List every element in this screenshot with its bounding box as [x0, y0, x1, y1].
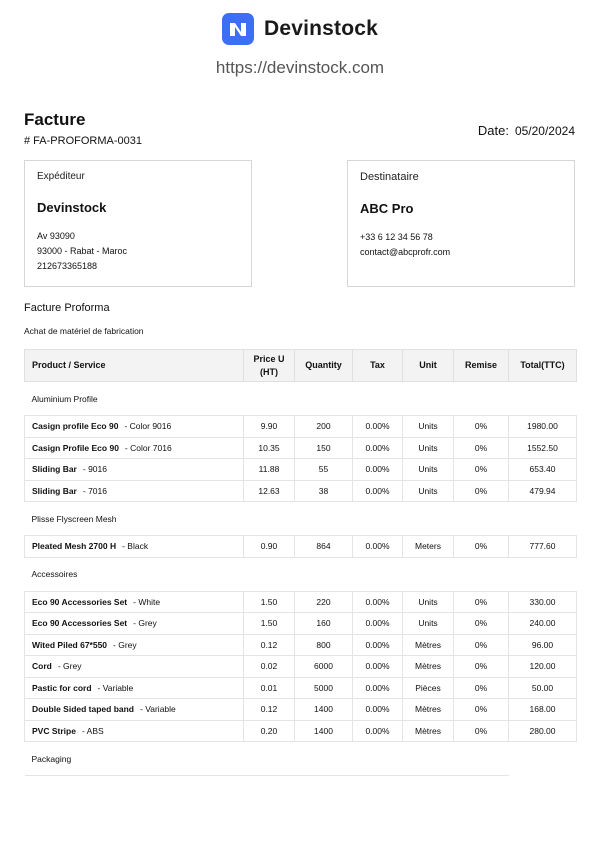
tax-cell: 0.00%	[353, 613, 403, 635]
product-variant: - Color 9016	[124, 421, 172, 432]
group-row	[25, 382, 577, 416]
table-row	[25, 677, 577, 699]
total-cell: 50.00	[509, 677, 577, 699]
recipient-box	[347, 160, 575, 287]
unit-cell: Mètres	[403, 720, 454, 742]
table-row	[25, 416, 577, 438]
total-cell: 653.40	[509, 459, 577, 481]
invoice-subtitle: Facture Proforma	[24, 302, 110, 314]
table-row	[25, 480, 577, 502]
product-cell	[25, 699, 244, 721]
tax-cell: 0.00%	[353, 459, 403, 481]
tax-cell: 0.00%	[353, 437, 403, 459]
total-cell: 1552.50	[509, 437, 577, 459]
price-cell: 9.90	[244, 416, 295, 438]
unit-cell: Units	[403, 459, 454, 481]
date-value: 05/20/2024	[514, 124, 575, 138]
product-variant: - Grey	[57, 661, 82, 672]
sender-caption: Expéditeur	[37, 171, 85, 182]
header-quantity: Quantity	[295, 350, 353, 382]
header-product: Product / Service	[25, 350, 244, 382]
product-variant: - ABS	[81, 725, 104, 736]
date-label: Date:	[477, 123, 509, 138]
remise-cell: 0%	[454, 699, 509, 721]
product-name: Wited Piled 67*550	[32, 639, 108, 650]
quantity-cell: 6000	[295, 656, 353, 678]
product-name: PVC Stripe	[32, 725, 76, 736]
group-row	[25, 742, 577, 776]
product-cell	[25, 591, 244, 613]
price-cell: 10.35	[244, 437, 295, 459]
brand-name: Devinstock	[263, 17, 379, 40]
price-cell: 1.50	[244, 591, 295, 613]
product-cell	[25, 634, 244, 656]
invoice-number: # FA-PROFORMA-0031	[24, 135, 142, 147]
tax-cell: 0.00%	[353, 634, 403, 656]
unit-cell: Mètres	[403, 656, 454, 678]
tax-cell: 0.00%	[353, 416, 403, 438]
product-cell	[25, 677, 244, 699]
table-row	[25, 437, 577, 459]
header-price: Price U (HT)	[244, 350, 295, 382]
total-cell: 1980.00	[509, 416, 577, 438]
price-cell: 0.12	[244, 634, 295, 656]
unit-cell: Units	[403, 591, 454, 613]
header-total: Total(TTC)	[509, 350, 577, 382]
website-url[interactable]: https://devinstock.com	[215, 58, 385, 77]
header-unit: Unit	[403, 350, 454, 382]
invoice-date	[478, 123, 575, 138]
quantity-cell: 150	[295, 437, 353, 459]
remise-cell: 0%	[454, 416, 509, 438]
total-cell: 96.00	[509, 634, 577, 656]
total-cell: 120.00	[509, 656, 577, 678]
unit-cell: Pièces	[403, 677, 454, 699]
recipient-caption: Destinataire	[360, 171, 419, 183]
sender-address: Av 93090	[37, 231, 75, 241]
product-name: Eco 90 Accessories Set	[32, 618, 128, 629]
total-cell: 330.00	[509, 591, 577, 613]
total-cell: 280.00	[509, 720, 577, 742]
sender-name: Devinstock	[37, 200, 107, 215]
unit-cell: Units	[403, 480, 454, 502]
product-cell	[25, 480, 244, 502]
total-cell: 777.60	[509, 536, 577, 558]
tax-cell: 0.00%	[353, 677, 403, 699]
tax-cell: 0.00%	[353, 656, 403, 678]
table-row	[25, 536, 577, 558]
header-logo	[0, 13, 600, 50]
quantity-cell: 5000	[295, 677, 353, 699]
items-table	[24, 349, 577, 776]
table-row	[25, 634, 577, 656]
product-name: Sliding Bar	[32, 485, 77, 496]
product-name: Casign Profile Eco 90	[32, 442, 119, 453]
group-name: Aluminium Profile	[31, 393, 98, 404]
table-row	[25, 591, 577, 613]
unit-cell: Mètres	[403, 634, 454, 656]
quantity-cell: 38	[295, 480, 353, 502]
price-cell: 0.20	[244, 720, 295, 742]
product-cell	[25, 656, 244, 678]
product-name: Pleated Mesh 2700 H	[32, 541, 117, 552]
group-row	[25, 502, 577, 536]
remise-cell: 0%	[454, 613, 509, 635]
remise-cell: 0%	[454, 480, 509, 502]
product-name: Eco 90 Accessories Set	[32, 596, 128, 607]
product-name: Pastic for cord	[32, 682, 92, 693]
invoice-description: Achat de matériel de fabrication	[24, 326, 144, 336]
product-variant: - White	[133, 596, 161, 607]
product-variant: - Color 7016	[124, 442, 172, 453]
quantity-cell: 864	[295, 536, 353, 558]
quantity-cell: 55	[295, 459, 353, 481]
price-cell: 0.90	[244, 536, 295, 558]
unit-cell: Meters	[403, 536, 454, 558]
product-name: Sliding Bar	[32, 464, 77, 475]
product-name: Double Sided taped band	[32, 704, 135, 715]
price-cell: 0.12	[244, 699, 295, 721]
unit-cell: Units	[403, 416, 454, 438]
tax-cell: 0.00%	[353, 591, 403, 613]
table-row	[25, 459, 577, 481]
product-cell	[25, 536, 244, 558]
invoice-title: Facture	[24, 110, 86, 129]
devinstock-logo-icon	[222, 13, 254, 45]
product-name: Cord	[32, 661, 52, 672]
group-name: Packaging	[25, 742, 509, 776]
tax-cell: 0.00%	[353, 480, 403, 502]
sender-city: 93000 - Rabat - Maroc	[37, 246, 128, 256]
quantity-cell: 200	[295, 416, 353, 438]
recipient-email[interactable]: contact@abcprofr.com	[360, 247, 451, 257]
group-name: Accessoires	[31, 569, 78, 579]
tax-cell: 0.00%	[353, 720, 403, 742]
table-header-row	[25, 350, 577, 382]
sender-box	[24, 160, 252, 287]
group-name: Plisse Flyscreen Mesh	[31, 513, 117, 524]
total-cell: 168.00	[509, 699, 577, 721]
table-row	[25, 613, 577, 635]
product-cell	[25, 416, 244, 438]
price-cell: 0.02	[244, 656, 295, 678]
product-cell	[25, 613, 244, 635]
sender-phone: 212673365188	[37, 261, 98, 271]
table-row	[25, 720, 577, 742]
header-remise: Remise	[454, 350, 509, 382]
product-cell	[25, 459, 244, 481]
remise-cell: 0%	[454, 720, 509, 742]
header-tax: Tax	[353, 350, 403, 382]
recipient-name: ABC Pro	[360, 201, 414, 216]
remise-cell: 0%	[454, 536, 509, 558]
remise-cell: 0%	[454, 591, 509, 613]
product-cell	[25, 437, 244, 459]
unit-cell: Units	[403, 437, 454, 459]
remise-cell: 0%	[454, 634, 509, 656]
group-row	[25, 557, 577, 591]
unit-cell: Units	[403, 613, 454, 635]
product-variant: - 9016	[82, 464, 107, 475]
product-variant: - Variable	[140, 704, 176, 715]
product-variant: - Black	[122, 541, 149, 552]
quantity-cell: 1400	[295, 699, 353, 721]
remise-cell: 0%	[454, 677, 509, 699]
product-variant: - Grey	[133, 618, 157, 629]
tax-cell: 0.00%	[353, 536, 403, 558]
product-name: Casign profile Eco 90	[32, 421, 119, 432]
total-cell: 240.00	[509, 613, 577, 635]
unit-cell: Mètres	[403, 699, 454, 721]
table-row	[25, 656, 577, 678]
price-cell: 11.88	[244, 459, 295, 481]
product-variant: - Grey	[113, 639, 137, 650]
quantity-cell: 160	[295, 613, 353, 635]
remise-cell: 0%	[454, 459, 509, 481]
recipient-phone: +33 6 12 34 56 78	[360, 232, 433, 242]
price-cell: 12.63	[244, 480, 295, 502]
quantity-cell: 220	[295, 591, 353, 613]
tax-cell: 0.00%	[353, 699, 403, 721]
price-cell: 0.01	[244, 677, 295, 699]
table-row	[25, 699, 577, 721]
remise-cell: 0%	[454, 437, 509, 459]
product-variant: - 7016	[82, 485, 107, 496]
group-spacer	[509, 742, 577, 776]
product-cell	[25, 720, 244, 742]
product-variant: - Variable	[97, 682, 134, 693]
quantity-cell: 1400	[295, 720, 353, 742]
price-cell: 1.50	[244, 613, 295, 635]
quantity-cell: 800	[295, 634, 353, 656]
total-cell: 479.94	[509, 480, 577, 502]
remise-cell: 0%	[454, 656, 509, 678]
